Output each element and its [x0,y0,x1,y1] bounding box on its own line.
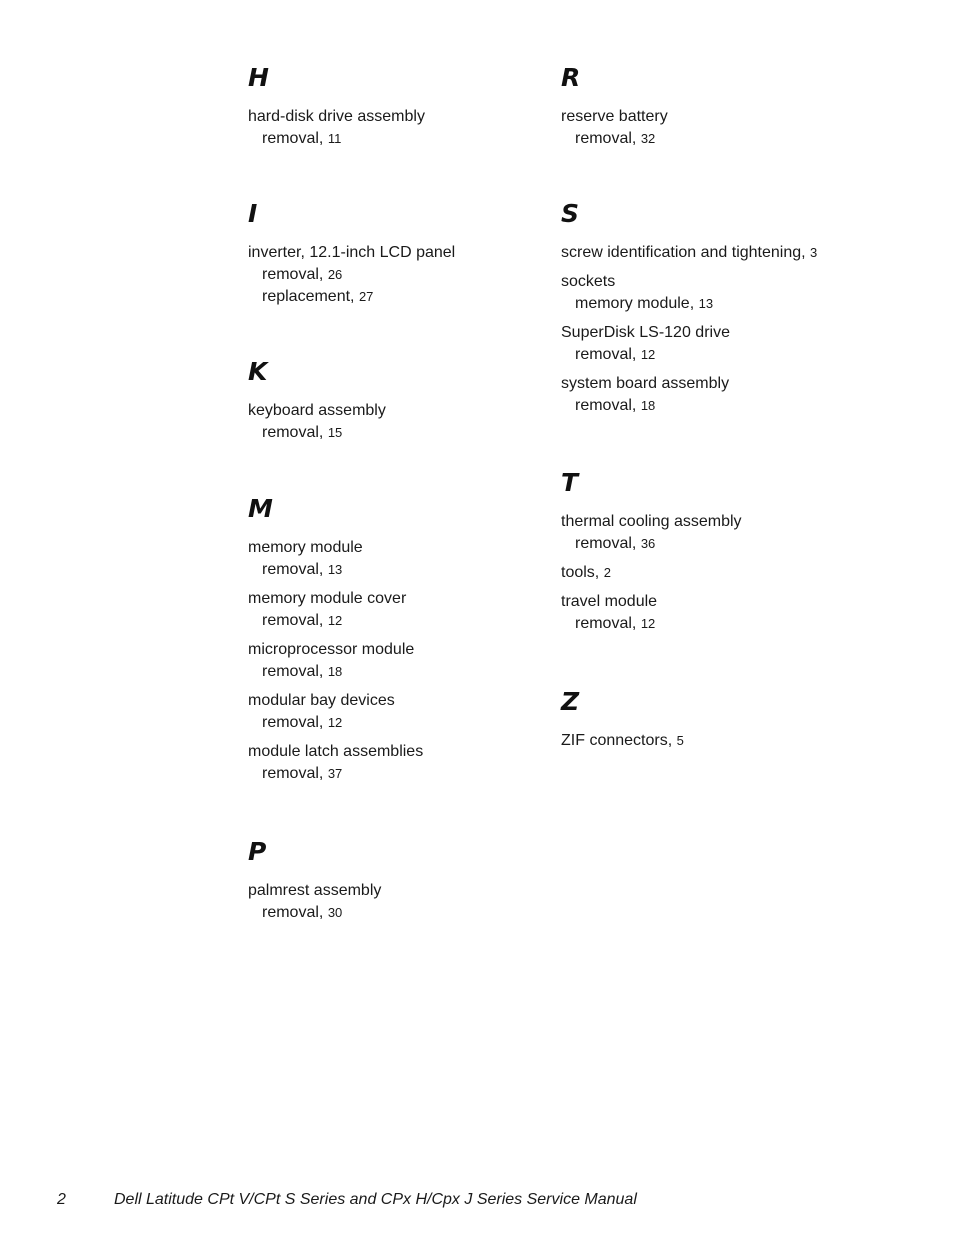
entry-term: module latch assemblies [248,743,424,760]
entry-term: inverter, 12.1-inch LCD panel [248,244,456,261]
subentry-label: removal, [262,266,324,283]
entry-term [561,562,941,584]
page-reference[interactable]: 18 [327,664,343,679]
page-reference[interactable]: 2 [603,565,611,580]
page-reference[interactable]: 13 [698,296,714,311]
page-reference[interactable]: 13 [327,562,343,577]
section-letter: R [561,63,581,92]
subentry-label: replacement, [262,288,355,305]
subentry-label: removal, [262,561,324,578]
page-reference[interactable]: 5 [676,733,684,748]
section-letter: T [561,468,579,497]
index-section-t [561,468,941,642]
index-entry [561,562,941,584]
index-entry [248,639,548,683]
entry-term: keyboard assembly [248,402,386,419]
entry-term: thermal cooling assembly [561,513,742,530]
term-text: screw identification and tightening, [561,244,806,261]
subentry-label: removal, [575,535,637,552]
page-reference[interactable]: 15 [327,425,343,440]
page-reference[interactable]: 37 [327,766,343,781]
page-reference[interactable]: 27 [358,289,374,304]
entry-subentry [561,128,941,150]
section-letter: M [248,494,273,523]
entry-subentry [561,293,941,315]
subentry-label: removal, [575,130,637,147]
index-entry [561,591,941,635]
entry-term: palmrest assembly [248,882,382,899]
entry-term: sockets [561,273,616,290]
index-entry [561,730,941,752]
entry-term: SuperDisk LS-120 drive [561,324,730,341]
page-reference[interactable]: 26 [327,267,343,282]
entry-term: microprocessor module [248,641,415,658]
index-section-z [561,687,941,759]
entry-subentry [248,286,548,308]
index-entry [561,322,941,366]
subentry-label: memory module, [575,295,695,312]
footer-manual-title: Dell Latitude CPt V/CPt S Series and CPx H/Cpx J Series Service Manual [114,1191,637,1208]
index-section-k [248,357,548,451]
page-reference[interactable]: 12 [640,347,656,362]
entry-subentry [248,128,548,150]
entry-subentry [561,613,941,635]
subentry-label: removal, [262,904,324,921]
entry-subentry [248,610,548,632]
page-reference[interactable]: 30 [327,905,343,920]
index-section-s [561,199,941,424]
entry-term: modular bay devices [248,692,395,709]
subentry-label: removal, [262,424,324,441]
entry-subentry [561,395,941,417]
entry-term: hard-disk drive assembly [248,108,425,125]
subentry-label: removal, [262,714,324,731]
index-entry [561,106,941,150]
entry-subentry [561,344,941,366]
entry-subentry [248,422,548,444]
entry-subentry [561,533,941,555]
index-entry [248,741,548,785]
index-entry [248,690,548,734]
index-entry [561,242,941,264]
entry-subentry [248,902,548,924]
index-entry [248,537,548,581]
entry-term: travel module [561,593,658,610]
entry-subentry [248,763,548,785]
page-reference[interactable]: 32 [640,131,656,146]
entry-term: system board assembly [561,375,730,392]
entry-subentry [248,559,548,581]
index-section-h [248,63,548,157]
page-reference[interactable]: 12 [327,715,343,730]
entry-subentry [248,661,548,683]
index-entry [248,242,548,308]
subentry-label: removal, [262,612,324,629]
page-reference[interactable]: 12 [640,616,656,631]
index-entry [561,511,941,555]
subentry-label: removal, [575,346,637,363]
section-letter: P [248,837,267,866]
index-entry [248,880,548,924]
section-letter: S [561,199,580,228]
index-section-i [248,199,548,315]
entry-subentry [248,712,548,734]
entry-term [561,730,941,752]
page-reference[interactable]: 12 [327,613,343,628]
entry-term: memory module [248,539,363,556]
section-letter: K [248,357,268,386]
section-letter: Z [561,687,580,716]
subentry-label: removal, [575,615,637,632]
index-entry [248,400,548,444]
subentry-label: removal, [575,397,637,414]
index-entry [561,373,941,417]
entry-term [561,242,941,264]
index-section-r [561,63,941,157]
page-footer [57,1189,637,1211]
footer-page-number: 2 [57,1191,66,1208]
index-section-m [248,494,548,792]
entry-term: reserve battery [561,108,668,125]
index-entry [248,588,548,632]
entry-term: memory module cover [248,590,407,607]
page-reference[interactable]: 3 [810,245,818,260]
page-reference[interactable]: 36 [640,536,656,551]
section-letter: H [248,63,269,92]
subentry-label: removal, [262,663,324,680]
term-text: ZIF connectors, [561,732,673,749]
term-text: tools, [561,564,600,581]
subentry-label: removal, [262,130,324,147]
page-reference[interactable]: 11 [327,131,342,146]
index-section-p [248,837,548,931]
page-reference[interactable]: 18 [640,398,656,413]
subentry-label: removal, [262,765,324,782]
entry-subentry [248,264,548,286]
index-entry [561,271,941,315]
index-entry [248,106,548,150]
section-letter: I [248,199,258,228]
